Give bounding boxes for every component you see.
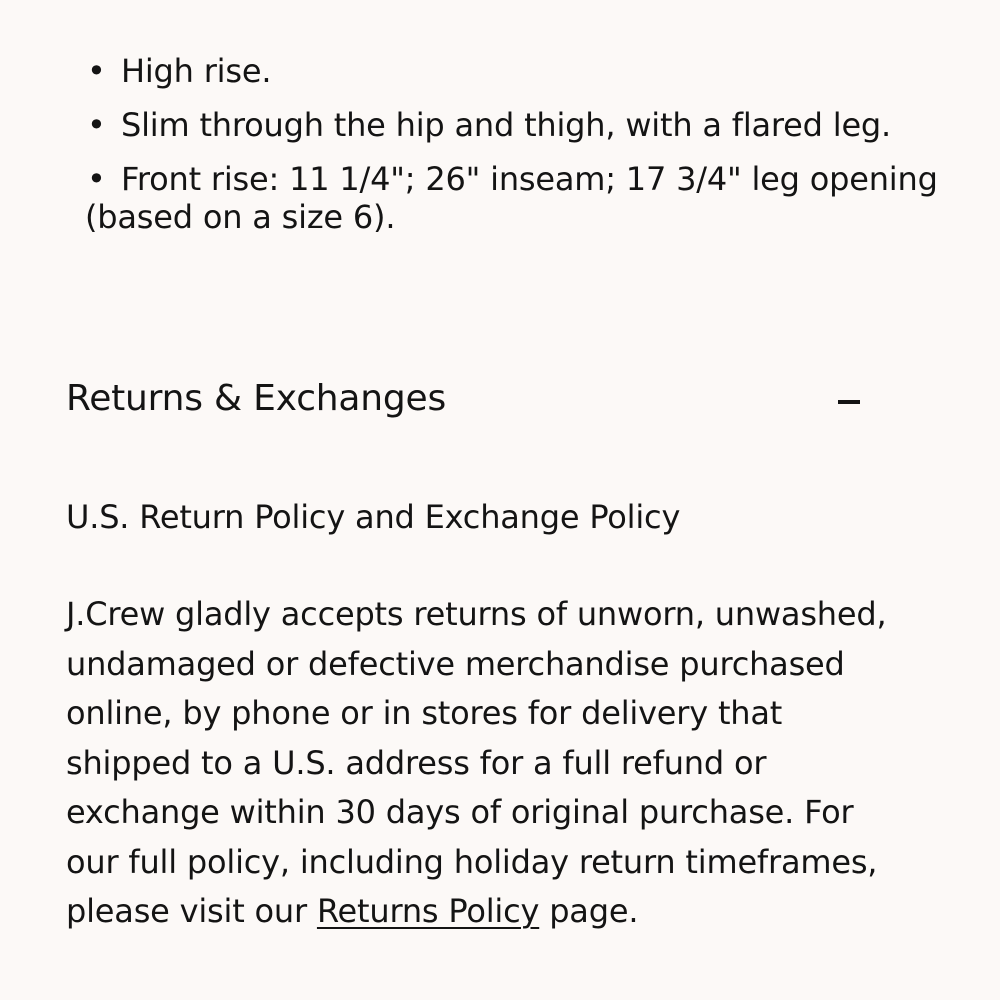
returns-policy-link[interactable]: Returns Policy [316,892,540,930]
accordion-title: Returns & Exchanges [66,377,447,419]
list-item [85,52,985,90]
detail-text: Front rise: 11 1/4"; 26" inseam; 17 3/4" leg opening (based on a size 6). [85,160,938,236]
policy-body [66,590,906,937]
policy-heading: U.S. Return Policy and Exchange Policy [66,498,681,536]
detail-text: Slim through the hip and thigh, with a flared leg. [121,106,892,144]
returns-exchanges-accordion-header[interactable] [66,370,866,426]
list-item [85,160,985,236]
detail-text: High rise. [121,52,272,90]
policy-text-end: page. [539,892,639,930]
product-details-list [85,52,985,236]
bullet: • [87,106,106,144]
bullet: • [87,160,106,198]
bullet: • [87,52,106,90]
policy-text: J.Crew gladly accepts returns of unworn, unwashed, undamaged or defective merchandise purchased online, by phone or in stores for delivery that shipped to a U.S. address for a full refund or exchange within 30 days of original purchase. For our full policy, including holiday return timeframes, please visit our [66,595,887,930]
minus-icon[interactable] [838,400,860,404]
list-item [85,106,985,144]
